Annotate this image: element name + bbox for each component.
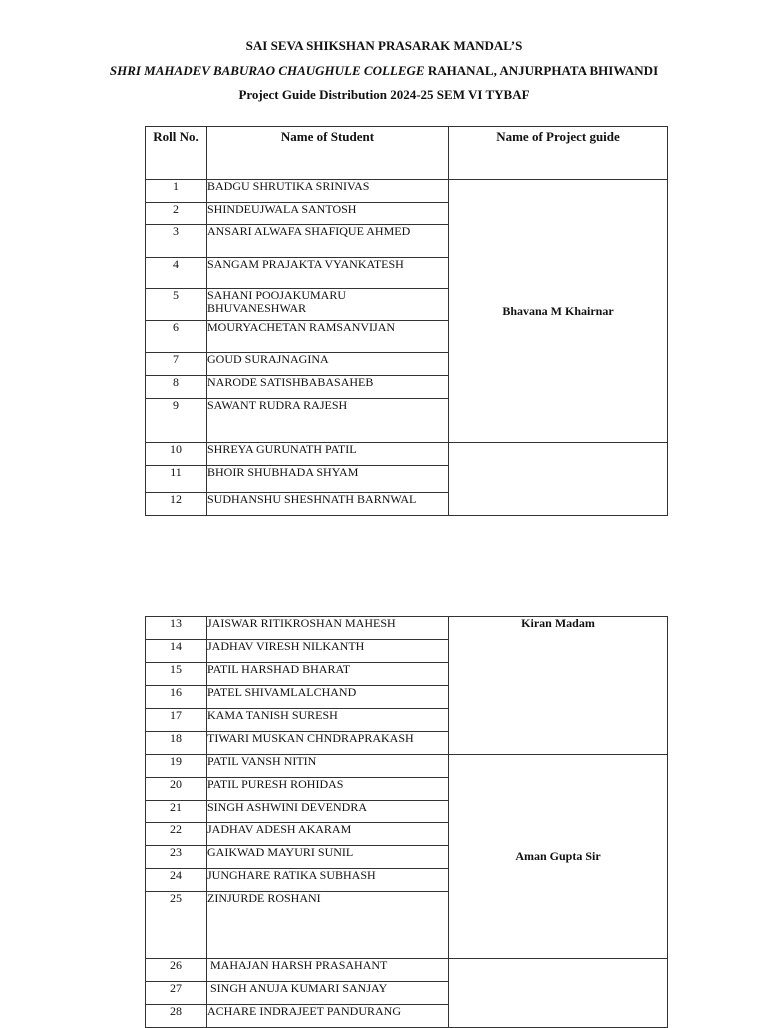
roll-cell: 14 [146, 640, 207, 663]
student-cell: JADHAV VIRESH NILKANTH [207, 640, 449, 663]
student-cell: BADGU SHRUTIKA SRINIVAS [207, 180, 449, 203]
roll-cell: 8 [146, 376, 207, 399]
student-cell: JAISWAR RITIKROSHAN MAHESH [207, 617, 449, 640]
table-row [146, 617, 668, 640]
roll-header: Roll No. [146, 127, 207, 180]
guide-table-1 [145, 126, 668, 516]
student-header: Name of Student [207, 127, 449, 180]
student-cell: PATIL VANSH NITIN [207, 755, 449, 778]
roll-cell: 2 [146, 203, 207, 225]
roll-cell: 1 [146, 180, 207, 203]
roll-cell: 20 [146, 778, 207, 801]
student-cell: NARODE SATISHBABASAHEB [207, 376, 449, 399]
guide-cell: Bhavana M Khairnar [449, 180, 668, 443]
roll-cell: 19 [146, 755, 207, 778]
roll-cell: 24 [146, 869, 207, 892]
student-cell: ACHARE INDRAJEET PANDURANG [207, 1005, 449, 1028]
roll-cell: 10 [146, 443, 207, 466]
student-cell: KAMA TANISH SURESH [207, 709, 449, 732]
roll-cell: 23 [146, 846, 207, 869]
student-cell: PATEL SHIVAMLALCHAND [207, 686, 449, 709]
roll-cell: 27 [146, 982, 207, 1005]
document-title: Project Guide Distribution 2024-25 SEM VI TYBAF [238, 87, 530, 102]
table-row [146, 959, 668, 982]
roll-cell: 6 [146, 321, 207, 353]
roll-cell: 9 [146, 399, 207, 443]
student-cell: PATIL HARSHAD BHARAT [207, 663, 449, 686]
guide-cell [449, 959, 668, 1028]
student-cell: GAIKWAD MAYURI SUNIL [207, 846, 449, 869]
roll-cell: 5 [146, 289, 207, 321]
student-cell: JUNGHARE RATIKA SUBHASH [207, 869, 449, 892]
student-cell: SHREYA GURUNATH PATIL [207, 443, 449, 466]
student-cell: ZINJURDE ROSHANI [207, 892, 449, 959]
roll-cell: 16 [146, 686, 207, 709]
roll-cell: 21 [146, 801, 207, 823]
guide-cell: Kiran Madam [449, 617, 668, 755]
roll-cell: 18 [146, 732, 207, 755]
guide-cell [449, 443, 668, 516]
roll-cell: 12 [146, 493, 207, 516]
student-cell: SINGH ANUJA KUMARI SANJAY [207, 982, 449, 1005]
student-cell: SHINDEUJWALA SANTOSH [207, 203, 449, 225]
student-cell: PATIL PURESH ROHIDAS [207, 778, 449, 801]
roll-cell: 25 [146, 892, 207, 959]
student-cell: BHOIR SHUBHADA SHYAM [207, 466, 449, 493]
college-name-italic: SHRI MAHADEV BABURAO CHAUGHULE COLLEGE [109, 63, 425, 78]
roll-cell: 13 [146, 617, 207, 640]
guide-table-2 [145, 616, 668, 1028]
student-cell: SAHANI POOJAKUMARU BHUVANESHWAR [207, 289, 449, 321]
student-cell: TIWARI MUSKAN CHNDRAPRAKASH [207, 732, 449, 755]
roll-cell: 7 [146, 353, 207, 376]
roll-cell: 28 [146, 1005, 207, 1028]
table-header-row [146, 127, 668, 180]
roll-cell: 4 [146, 258, 207, 289]
student-cell: JADHAV ADESH AKARAM [207, 823, 449, 846]
student-cell: SUDHANSHU SHESHNATH BARNWAL [207, 493, 449, 516]
table-row [146, 180, 668, 203]
table-row [146, 443, 668, 466]
student-cell: GOUD SURAJNAGINA [207, 353, 449, 376]
guide-cell: Aman Gupta Sir [449, 755, 668, 959]
student-cell: SINGH ASHWINI DEVENDRA [207, 801, 449, 823]
roll-cell: 17 [146, 709, 207, 732]
college-name [0, 63, 768, 79]
student-cell: SAWANT RUDRA RAJESH [207, 399, 449, 443]
roll-cell: 11 [146, 466, 207, 493]
student-cell: MOURYACHETAN RAMSANVIJAN [207, 321, 449, 353]
student-cell: SANGAM PRAJAKTA VYANKATESH [207, 258, 449, 289]
student-cell: MAHAJAN HARSH PRASAHANT [207, 959, 449, 982]
roll-cell: 15 [146, 663, 207, 686]
header-line-1: SAI SEVA SHIKSHAN PRASARAK MANDAL’S [245, 38, 523, 53]
student-cell: ANSARI ALWAFA SHAFIQUE AHMED [207, 225, 449, 258]
table-row [146, 755, 668, 778]
roll-cell: 22 [146, 823, 207, 846]
roll-cell: 3 [146, 225, 207, 258]
college-location: RAHANAL, ANJURPHATA BHIWANDI [427, 63, 659, 78]
roll-cell: 26 [146, 959, 207, 982]
guide-header: Name of Project guide [449, 127, 668, 180]
